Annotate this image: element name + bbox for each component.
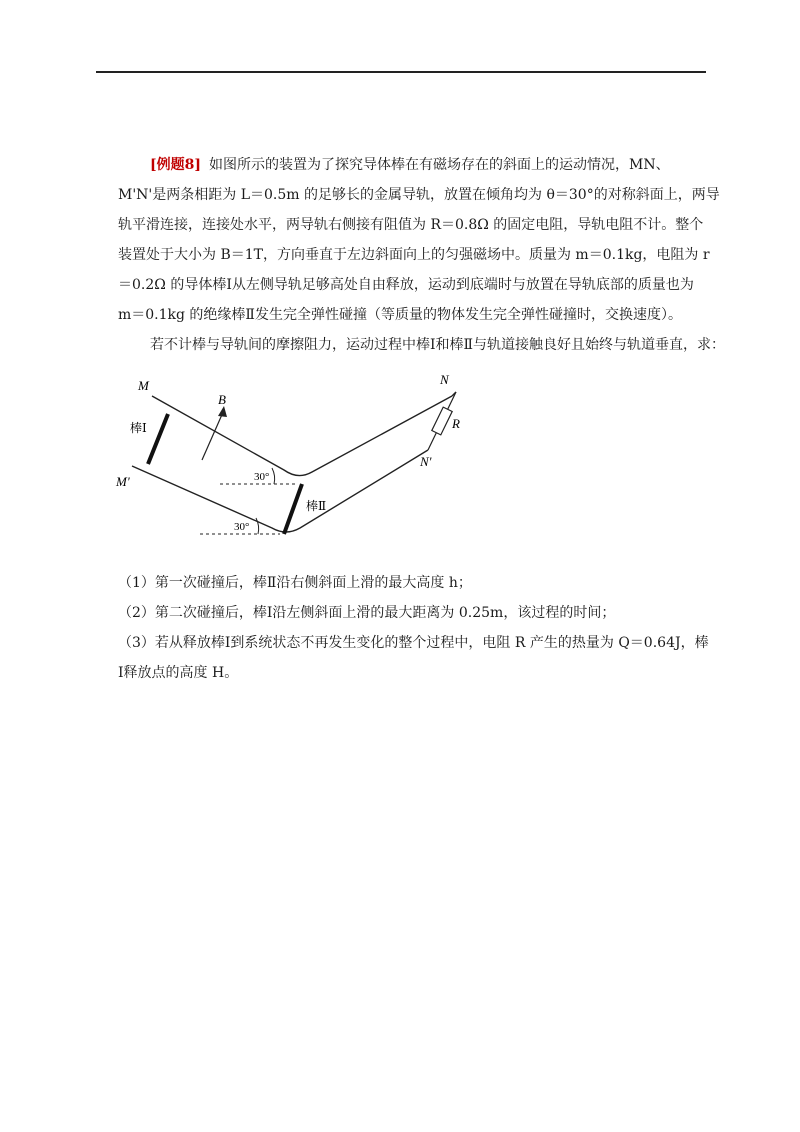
question-list [118, 568, 709, 688]
label-R: R [452, 416, 460, 431]
label-rod-2: 棒Ⅱ [306, 499, 327, 513]
problem-line-1: [例题8] 如图所示的装置为了探究导体棒在有磁场存在的斜面上的运动情况，MN、 [150, 157, 670, 173]
b-arrow-head [218, 406, 227, 417]
label-angle-bottom: 30° [234, 521, 250, 533]
question-3-continued: Ⅰ释放点的高度 H。 [118, 665, 239, 681]
problem-line-2: M'N'是两条相距为 L＝0.5m 的足够长的金属导轨，放置在倾角均为 θ＝30°的对称斜面上，两导 [118, 187, 720, 203]
problem-statement [118, 150, 726, 360]
label-rod-1: 棒Ⅰ [130, 421, 147, 435]
rail-diagram [112, 370, 472, 550]
rail-MN [152, 396, 452, 476]
problem-line-6: m＝0.1kg 的绝缘棒Ⅱ发生完全弹性碰撞（等质量的物体发生完全弹性碰撞时，交换速度）。 [118, 307, 682, 323]
example-tag: [例题8] [150, 157, 201, 173]
angle-arc-top [272, 468, 275, 484]
problem-line-5: ＝0.2Ω 的导体棒Ⅰ从左侧导轨足够高处自由释放，运动到底端时与放置在导轨底部的质量也为 [118, 277, 694, 293]
rod-1 [148, 414, 168, 464]
rod-2 [284, 484, 302, 534]
label-N: N [440, 372, 449, 387]
label-angle-top: 30° [254, 471, 270, 483]
label-M: M [138, 378, 149, 393]
problem-line-3: 轨平滑连接，连接处水平，两导轨右侧接有阻值为 R＝0.8Ω 的固定电阻，导轨电阻不计。整个 [118, 217, 704, 233]
label-B: B [218, 392, 226, 407]
resistor [432, 407, 452, 435]
problem-line-7: 若不计棒与导轨间的摩擦阻力，运动过程中棒Ⅰ和棒Ⅱ与轨道接触良好且始终与轨道垂直，求： [150, 337, 726, 353]
label-M-prime: M' [116, 474, 130, 489]
question-1: （1）第一次碰撞后，棒Ⅱ沿右侧斜面上滑的最大高度 h； [118, 575, 472, 591]
header-rule [96, 71, 706, 73]
question-3: （3）若从释放棒Ⅰ到系统状态不再发生变化的整个过程中，电阻 R 产生的热量为 Q＝0.64J，棒 [118, 635, 709, 651]
rail-M-prime-N-prime [132, 450, 428, 532]
problem-line-4: 装置处于大小为 B＝1T，方向垂直于左边斜面向上的匀强磁场中。质量为 m＝0.1kg，电阻为 r [118, 247, 710, 263]
label-N-prime: N' [420, 454, 432, 469]
question-2: （2）第二次碰撞后，棒Ⅰ沿左侧斜面上滑的最大距离为 0.25m，该过程的时间； [118, 605, 616, 621]
